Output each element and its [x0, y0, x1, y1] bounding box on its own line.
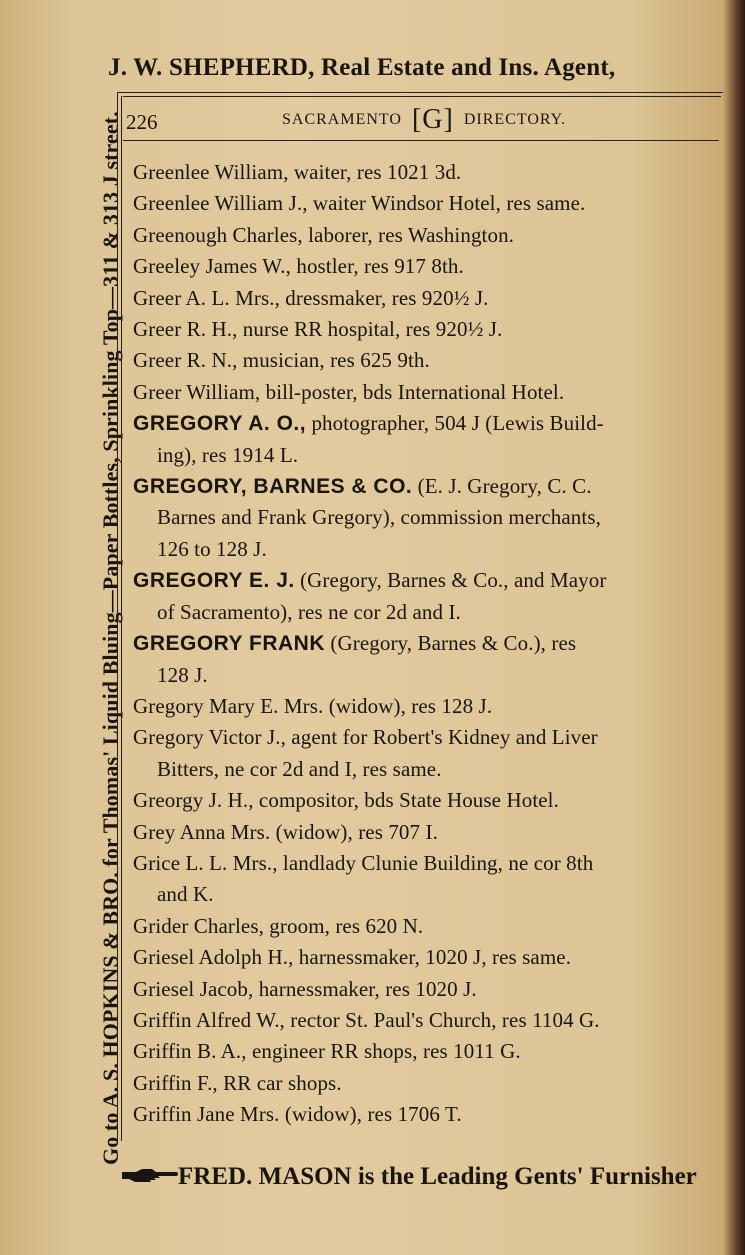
directory-entry-continuation [133, 597, 733, 628]
entry-text: Grice L. L. Mrs., landlady Clunie Building, ne cor 8th [133, 850, 594, 875]
directory-entry [133, 628, 733, 659]
directory-entry [133, 1099, 733, 1130]
entry-text: 128 J. [157, 662, 208, 687]
entry-text: Griffin F., RR car shops. [133, 1070, 342, 1095]
entry-text: Griffin Jane Mrs. (widow), res 1706 T. [133, 1102, 462, 1127]
directory-entry-continuation [133, 660, 733, 691]
directory-entry-continuation [133, 534, 733, 565]
entry-text: Gregory Mary E. Mrs. (widow), res 128 J. [133, 693, 493, 718]
entry-text: (Gregory, Barnes & Co., and Mayor [294, 568, 607, 593]
entry-text: Griesel Adolph H., harnessmaker, 1020 J, res same. [133, 945, 572, 970]
directory-entry [133, 1068, 733, 1099]
directory-entry-continuation [133, 440, 733, 471]
directory-entries [133, 157, 733, 1131]
section-letter: [G] [411, 104, 454, 135]
directory-entry [133, 722, 733, 753]
directory-entry [133, 345, 733, 376]
entry-text: Greenough Charles, laborer, res Washington. [133, 222, 515, 247]
bottom-advertisement-text: FRED. MASON is the Leading Gents' Furnisher [178, 1163, 697, 1190]
entry-text: Greenlee William J., waiter Windsor Hotel, res same. [133, 191, 586, 216]
directory-entry [133, 848, 733, 879]
directory-entry-continuation [133, 879, 733, 910]
running-head-left: SACRAMENTO [282, 111, 402, 128]
directory-entry [133, 408, 733, 439]
entry-name: GREGORY FRANK [133, 632, 326, 656]
header-rule [123, 140, 719, 141]
page-number: 226 [126, 110, 158, 134]
entry-text: (E. J. Gregory, C. C. [412, 474, 592, 499]
entry-text: Greeley James W., hostler, res 917 8th. [133, 254, 464, 279]
entry-text: photographer, 504 J (Lewis Build- [306, 411, 604, 436]
directory-entry-continuation [133, 754, 733, 785]
directory-entry [133, 565, 733, 596]
directory-entry [133, 1036, 733, 1067]
entry-text: ing), res 1914 L. [157, 442, 299, 467]
entry-text: Grider Charles, groom, res 620 N. [133, 913, 424, 938]
side-advertisement: Go to A. S. HOPKINS & BRO. for Thomas' Liquid Bluing—Paper Bottles, Sprinkling Top—311 & 313 J street. [98, 111, 123, 1165]
pointing-hand-icon [120, 1166, 178, 1186]
directory-entry [133, 157, 733, 188]
bottom-advertisement [120, 1163, 697, 1191]
directory-entry [133, 691, 733, 722]
frame-rule-left [121, 96, 122, 1141]
entry-text: Greer R. N., musician, res 625 9th. [133, 348, 430, 373]
directory-entry [133, 1005, 733, 1036]
entry-text: Gregory Victor J., agent for Robert's Kidney and Liver [133, 725, 598, 750]
directory-entry [133, 314, 733, 345]
entry-text: Griesel Jacob, harnessmaker, res 1020 J. [133, 976, 477, 1001]
directory-entry [133, 471, 733, 502]
running-head [282, 104, 566, 136]
directory-entry [133, 942, 733, 973]
running-head-right: DIRECTORY. [463, 111, 567, 128]
entry-text: Greer R. H., nurse RR hospital, res 920½ J. [133, 317, 503, 342]
directory-entry [133, 911, 733, 942]
entry-text: Grey Anna Mrs. (widow), res 707 I. [133, 819, 438, 844]
entry-name: GREGORY, BARNES & CO. [133, 475, 413, 499]
directory-entry [133, 283, 733, 314]
entry-text: 126 to 128 J. [157, 536, 267, 561]
entry-text: and K. [157, 882, 214, 907]
directory-entry-continuation [133, 502, 733, 533]
entry-name: GREGORY E. J. [133, 569, 295, 593]
directory-entry [133, 974, 733, 1005]
top-advertisement: J. W. SHEPHERD, Real Estate and Ins. Agent, [108, 54, 616, 81]
directory-entry [133, 377, 733, 408]
entry-text: Griffin Alfred W., rector St. Paul's Church, res 1104 G. [133, 1007, 600, 1032]
entry-text: of Sacramento), res ne cor 2d and I. [157, 599, 461, 624]
directory-entry [133, 785, 733, 816]
entry-name: GREGORY A. O., [133, 412, 307, 436]
frame-rule-top [123, 96, 721, 97]
directory-entry [133, 817, 733, 848]
directory-entry [133, 251, 733, 282]
directory-entry [133, 220, 733, 251]
entry-text: Greenlee William, waiter, res 1021 3d. [133, 160, 462, 184]
entry-text: Greorgy J. H., compositor, bds State House Hotel. [133, 788, 559, 813]
entry-text: Griffin B. A., engineer RR shops, res 1011 G. [133, 1039, 521, 1064]
entry-text: Bitters, ne cor 2d and I, res same. [157, 756, 442, 781]
entry-text: Barnes and Frank Gregory), commission merchants, [157, 505, 601, 530]
entry-text: Greer A. L. Mrs., dressmaker, res 920½ J. [133, 285, 489, 310]
entry-text: Greer William, bill-poster, bds International Hotel. [133, 379, 565, 404]
directory-entry [133, 188, 733, 219]
entry-text: (Gregory, Barnes & Co.), res [325, 631, 577, 656]
